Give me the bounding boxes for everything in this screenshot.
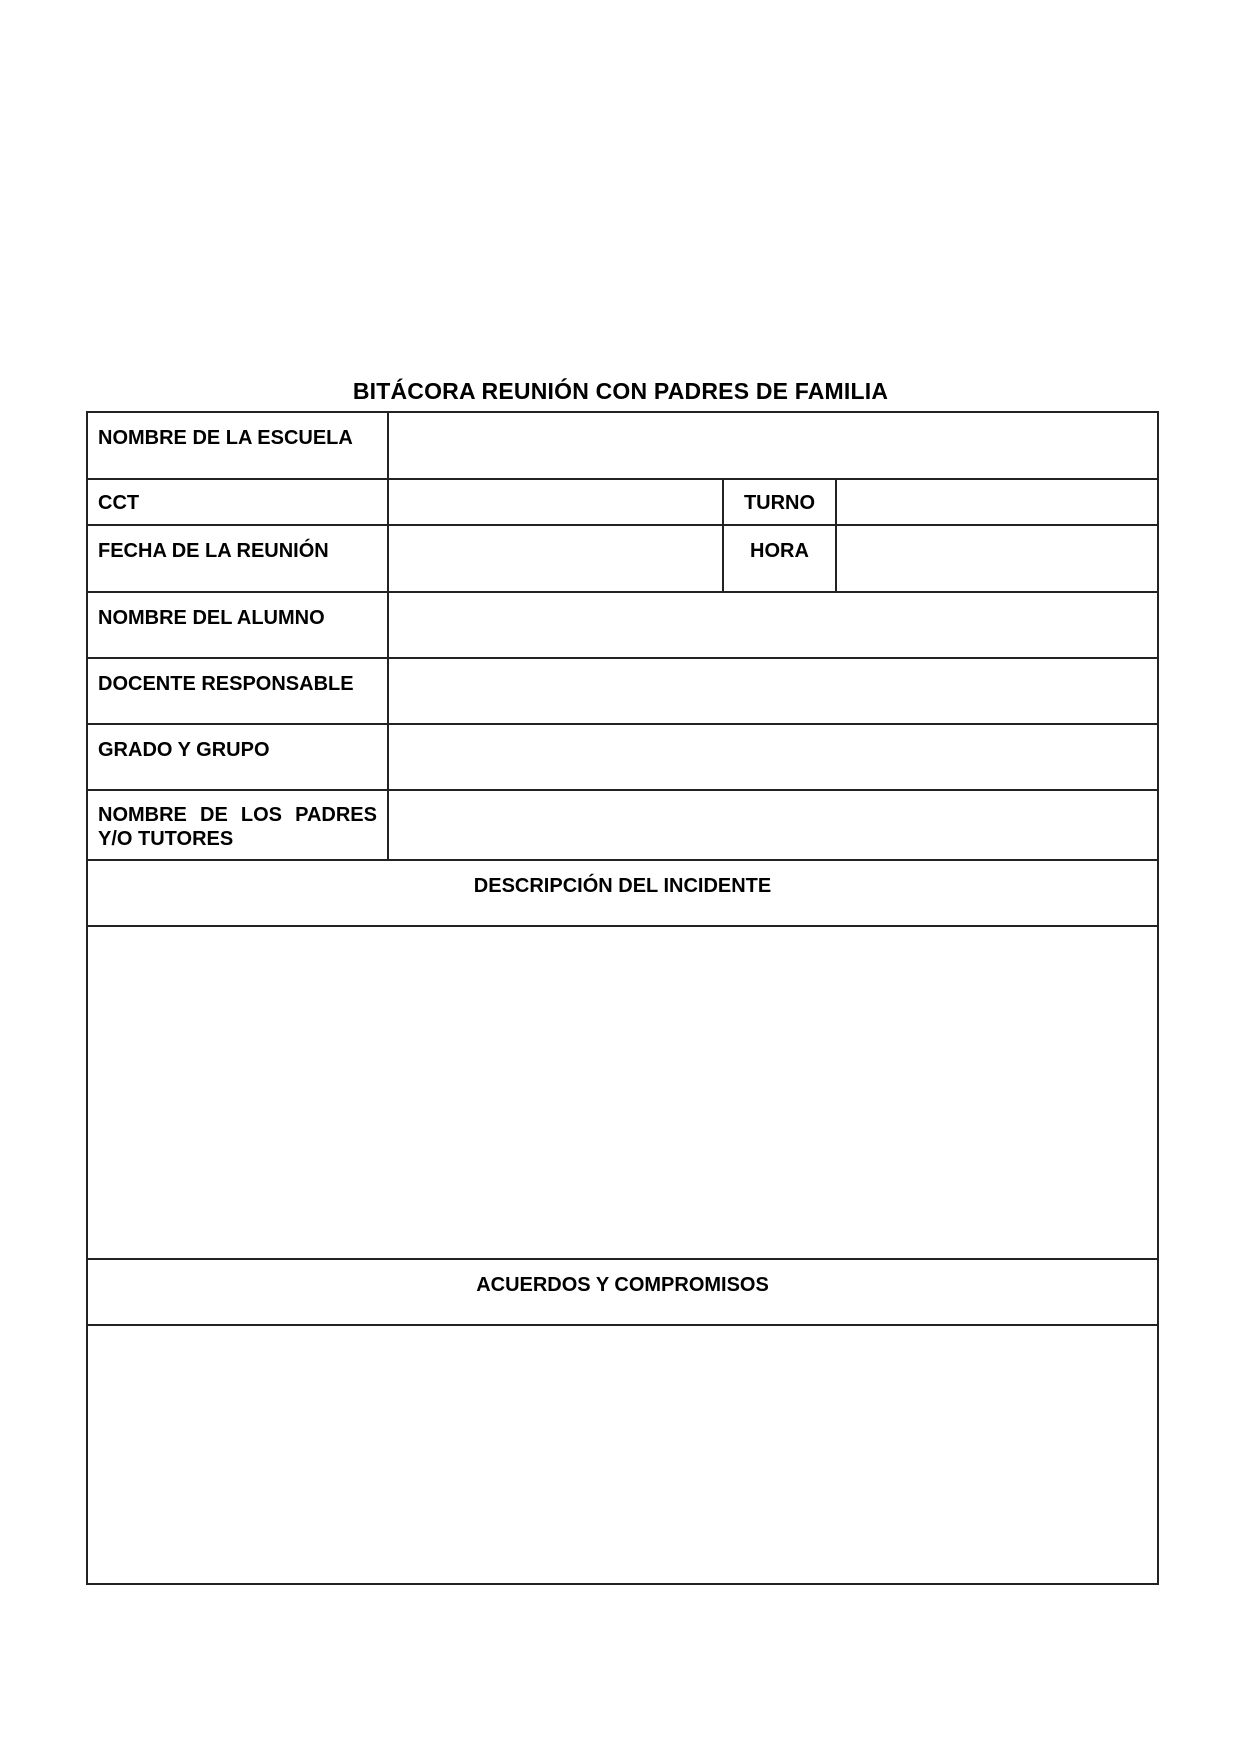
cct-field[interactable] xyxy=(388,479,723,525)
fecha-label: FECHA DE LA REUNIÓN xyxy=(87,525,388,592)
grado-label: GRADO Y GRUPO xyxy=(87,724,388,790)
meeting-log-form xyxy=(86,411,1159,1585)
row-incidente-body xyxy=(87,926,1158,1259)
row-cct-turno xyxy=(87,479,1158,525)
row-fecha-hora xyxy=(87,525,1158,592)
hora-label: HORA xyxy=(723,525,836,592)
incidente-field[interactable] xyxy=(87,926,1158,1259)
acuerdos-header: ACUERDOS Y COMPROMISOS xyxy=(87,1259,1158,1325)
form-title: BITÁCORA REUNIÓN CON PADRES DE FAMILIA xyxy=(352,378,889,404)
fecha-field[interactable] xyxy=(388,525,723,592)
turno-label: TURNO xyxy=(723,479,836,525)
hora-field[interactable] xyxy=(836,525,1158,592)
row-grado xyxy=(87,724,1158,790)
school-name-field[interactable] xyxy=(388,412,1158,479)
grado-field[interactable] xyxy=(388,724,1158,790)
acuerdos-field[interactable] xyxy=(87,1325,1158,1584)
row-padres xyxy=(87,790,1158,860)
row-alumno xyxy=(87,592,1158,658)
alumno-field[interactable] xyxy=(388,592,1158,658)
incidente-header: DESCRIPCIÓN DEL INCIDENTE xyxy=(87,860,1158,926)
turno-field[interactable] xyxy=(836,479,1158,525)
row-docente xyxy=(87,658,1158,724)
alumno-label: NOMBRE DEL ALUMNO xyxy=(87,592,388,658)
row-incidente-header xyxy=(87,860,1158,926)
docente-field[interactable] xyxy=(388,658,1158,724)
padres-label: NOMBRE DE LOS PADRES Y/O TUTORES xyxy=(87,790,388,860)
row-school-name xyxy=(87,412,1158,479)
row-acuerdos-body xyxy=(87,1325,1158,1584)
padres-field[interactable] xyxy=(388,790,1158,860)
docente-label: DOCENTE RESPONSABLE xyxy=(87,658,388,724)
row-acuerdos-header xyxy=(87,1259,1158,1325)
school-name-label: NOMBRE DE LA ESCUELA xyxy=(87,412,388,479)
cct-label: CCT xyxy=(87,479,388,525)
